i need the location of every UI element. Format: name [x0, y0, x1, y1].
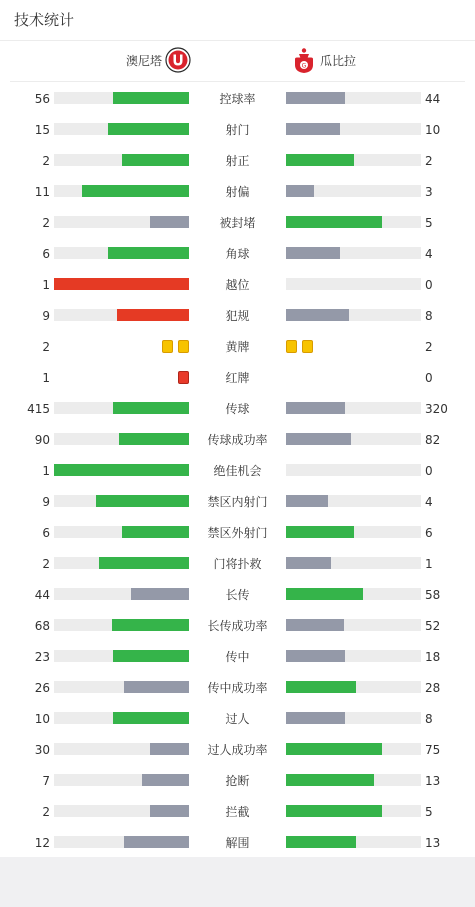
stat-row [0, 797, 475, 828]
away-stat-bar-fill [286, 495, 328, 507]
stat-row [0, 208, 475, 239]
away-stat-bar-fill [286, 216, 382, 228]
away-stat-bar [286, 247, 421, 259]
away-stat-bar-fill [286, 309, 349, 321]
home-stat-bar-fill [113, 402, 189, 414]
home-stat-bar [54, 743, 189, 755]
home-stat-bar [54, 650, 189, 662]
home-cards [178, 371, 189, 384]
home-stat-value: 1 [42, 371, 50, 385]
away-stat-value: 5 [425, 216, 433, 230]
away-stat-value: 8 [425, 309, 433, 323]
home-stat-bar [54, 247, 189, 259]
home-stat-bar [54, 557, 189, 569]
stat-label: 传中成功率 [207, 681, 268, 695]
away-stat-bar-fill [286, 154, 354, 166]
home-stat-value: 2 [42, 340, 50, 354]
away-stat-bar [286, 743, 421, 755]
away-stat-bar-fill [286, 650, 345, 662]
stat-label: 禁区外射门 [207, 526, 268, 540]
away-stat-bar [286, 433, 421, 445]
away-stat-bar [286, 650, 421, 662]
home-stat-bar [54, 495, 189, 507]
stat-label: 过人成功率 [207, 743, 268, 757]
away-stat-value: 0 [425, 278, 433, 292]
home-stat-bar-fill [113, 712, 189, 724]
home-team-name[interactable]: 澳尼塔 [125, 54, 162, 68]
away-stat-bar [286, 309, 421, 321]
away-stat-bar-fill [286, 774, 374, 786]
away-stat-bar [286, 836, 421, 848]
away-stat-value: 13 [425, 774, 441, 788]
away-stat-bar-fill [286, 247, 340, 259]
away-stat-bar [286, 216, 421, 228]
stat-row [0, 115, 475, 146]
stat-label: 禁区内射门 [207, 495, 268, 509]
divider [0, 40, 475, 41]
home-stat-value: 2 [42, 154, 50, 168]
home-stat-bar [54, 309, 189, 321]
away-stat-value: 0 [425, 464, 433, 478]
red-card-icon [178, 371, 189, 384]
away-cards [286, 340, 313, 353]
stat-label: 长传 [225, 588, 250, 602]
stat-label: 被封堵 [219, 216, 256, 230]
home-stat-bar [54, 836, 189, 848]
home-stat-value: 1 [42, 464, 50, 478]
home-stat-bar [54, 123, 189, 135]
away-stat-bar [286, 185, 421, 197]
away-stat-bar [286, 805, 421, 817]
home-stat-value: 2 [42, 557, 50, 571]
home-stat-value: 7 [42, 774, 50, 788]
home-stat-value: 23 [34, 650, 50, 664]
home-stat-value: 10 [34, 712, 50, 726]
stat-row [0, 766, 475, 797]
stat-row [0, 487, 475, 518]
stat-row [0, 735, 475, 766]
home-stat-bar [54, 433, 189, 445]
stat-row [0, 270, 475, 301]
stat-row [0, 239, 475, 270]
home-stat-value: 12 [34, 836, 50, 850]
home-stat-value: 15 [34, 123, 50, 137]
yellow-card-icon [178, 340, 189, 353]
away-stat-bar-fill [286, 557, 331, 569]
svg-text:G: G [301, 62, 307, 70]
away-stat-bar [286, 526, 421, 538]
stat-row [0, 394, 475, 425]
away-stat-value: 0 [425, 371, 433, 385]
away-stat-value: 2 [425, 154, 433, 168]
stat-row [0, 332, 475, 363]
away-team-logo-icon[interactable] [292, 46, 316, 74]
divider [10, 81, 465, 82]
home-stat-value: 2 [42, 805, 50, 819]
away-stat-bar-fill [286, 712, 345, 724]
stat-label: 红牌 [225, 371, 250, 385]
away-stat-bar-fill [286, 526, 354, 538]
home-stat-bar-fill [122, 154, 190, 166]
away-stat-bar-fill [286, 805, 382, 817]
away-stat-value: 2 [425, 340, 433, 354]
away-stat-bar [286, 588, 421, 600]
stat-label: 传中 [225, 650, 250, 664]
home-stat-bar [54, 216, 189, 228]
home-stat-bar-fill [112, 619, 189, 631]
away-stat-bar [286, 154, 421, 166]
home-stat-bar-fill [150, 743, 189, 755]
away-stat-value: 1 [425, 557, 433, 571]
away-stat-value: 28 [425, 681, 441, 695]
stat-label: 抢断 [225, 774, 250, 788]
stat-label: 射门 [225, 123, 250, 137]
away-stat-bar [286, 123, 421, 135]
stat-row [0, 363, 475, 394]
away-stat-value: 4 [425, 247, 433, 261]
away-stat-bar [286, 495, 421, 507]
away-stat-bar-fill [286, 185, 314, 197]
yellow-card-icon [302, 340, 313, 353]
home-stat-bar-fill [82, 185, 189, 197]
home-stat-bar [54, 464, 189, 476]
away-stat-value: 44 [425, 92, 441, 106]
away-stat-bar [286, 774, 421, 786]
home-stat-bar-fill [119, 433, 189, 445]
away-stat-value: 52 [425, 619, 441, 633]
away-stat-bar-fill [286, 92, 345, 104]
team-header [0, 46, 475, 76]
home-stat-bar [54, 619, 189, 631]
stat-row [0, 84, 475, 115]
home-stat-value: 44 [34, 588, 50, 602]
away-stat-value: 3 [425, 185, 433, 199]
home-stat-bar [54, 185, 189, 197]
away-stat-value: 4 [425, 495, 433, 509]
away-stat-bar [286, 619, 421, 631]
stat-label: 绝佳机会 [213, 464, 262, 478]
home-stat-bar-fill [150, 805, 189, 817]
away-stat-bar-fill [286, 588, 363, 600]
home-stat-value: 11 [34, 185, 50, 199]
stat-label: 射正 [225, 154, 250, 168]
away-stat-value: 18 [425, 650, 441, 664]
stat-label: 过人 [225, 712, 250, 726]
stat-label: 长传成功率 [207, 619, 268, 633]
home-stat-value: 68 [34, 619, 50, 633]
home-stat-bar [54, 774, 189, 786]
stat-row [0, 301, 475, 332]
home-stat-bar-fill [54, 278, 189, 290]
home-stat-value: 9 [42, 309, 50, 323]
stat-label: 传球成功率 [207, 433, 268, 447]
stat-row [0, 580, 475, 611]
away-stat-value: 8 [425, 712, 433, 726]
stat-row [0, 425, 475, 456]
home-stat-bar-fill [96, 495, 189, 507]
away-stat-bar-fill [286, 681, 356, 693]
home-stat-bar-fill [108, 123, 189, 135]
home-stat-bar-fill [117, 309, 189, 321]
stat-row [0, 611, 475, 642]
home-stat-bar [54, 526, 189, 538]
home-stat-value: 6 [42, 526, 50, 540]
yellow-card-icon [286, 340, 297, 353]
home-stat-bar-fill [142, 774, 189, 786]
stat-row [0, 146, 475, 177]
stat-row [0, 673, 475, 704]
home-stat-bar-fill [99, 557, 189, 569]
home-cards [162, 340, 189, 353]
stat-label: 传球 [225, 402, 250, 416]
home-stat-bar [54, 92, 189, 104]
home-stat-value: 6 [42, 247, 50, 261]
home-stat-bar [54, 805, 189, 817]
away-stat-bar [286, 92, 421, 104]
home-stat-bar-fill [122, 526, 190, 538]
stat-row [0, 704, 475, 735]
away-stat-bar [286, 402, 421, 414]
home-stat-value: 9 [42, 495, 50, 509]
away-stat-bar-fill [286, 743, 382, 755]
away-stat-bar-fill [286, 402, 345, 414]
away-stat-value: 10 [425, 123, 441, 137]
away-stat-bar [286, 557, 421, 569]
away-stat-bar [286, 278, 421, 290]
page-title: 技术统计 [14, 11, 75, 29]
home-stat-value: 30 [34, 743, 50, 757]
stat-label: 拦截 [225, 805, 250, 819]
away-stat-value: 6 [425, 526, 433, 540]
away-stat-value: 82 [425, 433, 441, 447]
yellow-card-icon [162, 340, 173, 353]
away-stat-bar-fill [286, 433, 351, 445]
home-stat-bar [54, 588, 189, 600]
away-stat-value: 320 [425, 402, 448, 416]
stat-row [0, 549, 475, 580]
stat-label: 门将扑救 [213, 557, 262, 571]
home-stat-value: 415 [27, 402, 50, 416]
away-stat-bar [286, 712, 421, 724]
stat-row [0, 828, 475, 859]
away-stat-bar [286, 681, 421, 693]
home-stat-bar-fill [54, 464, 189, 476]
home-stat-value: 56 [34, 92, 50, 106]
stat-label: 控球率 [219, 92, 256, 106]
home-stat-bar [54, 154, 189, 166]
away-stat-value: 58 [425, 588, 441, 602]
stat-label: 解围 [225, 836, 250, 850]
home-stat-bar-fill [108, 247, 189, 259]
home-stat-bar-fill [113, 92, 189, 104]
home-stat-bar [54, 402, 189, 414]
home-team-logo-icon[interactable] [165, 47, 191, 73]
stat-row [0, 456, 475, 487]
away-team-name[interactable]: 瓜比拉 [320, 54, 357, 68]
home-stat-bar [54, 278, 189, 290]
home-stat-bar-fill [131, 588, 189, 600]
home-stat-value: 1 [42, 278, 50, 292]
stat-row [0, 642, 475, 673]
home-stat-bar-fill [150, 216, 189, 228]
away-stat-bar-fill [286, 619, 344, 631]
stat-label: 黄牌 [225, 340, 250, 354]
away-stat-value: 13 [425, 836, 441, 850]
home-stat-bar [54, 681, 189, 693]
stats-list [0, 84, 475, 859]
stat-label: 角球 [225, 247, 250, 261]
home-stat-value: 26 [34, 681, 50, 695]
home-stat-value: 2 [42, 216, 50, 230]
stat-row [0, 177, 475, 208]
away-stat-bar [286, 464, 421, 476]
stat-row [0, 518, 475, 549]
away-stat-bar-fill [286, 836, 356, 848]
home-stat-value: 90 [34, 433, 50, 447]
away-stat-bar-fill [286, 123, 340, 135]
home-stat-bar-fill [113, 650, 189, 662]
home-stat-bar-fill [124, 836, 189, 848]
home-stat-bar [54, 712, 189, 724]
stat-label: 越位 [225, 278, 250, 292]
stat-label: 犯规 [225, 309, 250, 323]
away-stat-value: 5 [425, 805, 433, 819]
stat-label: 射偏 [225, 185, 250, 199]
home-stat-bar-fill [124, 681, 189, 693]
away-stat-value: 75 [425, 743, 441, 757]
